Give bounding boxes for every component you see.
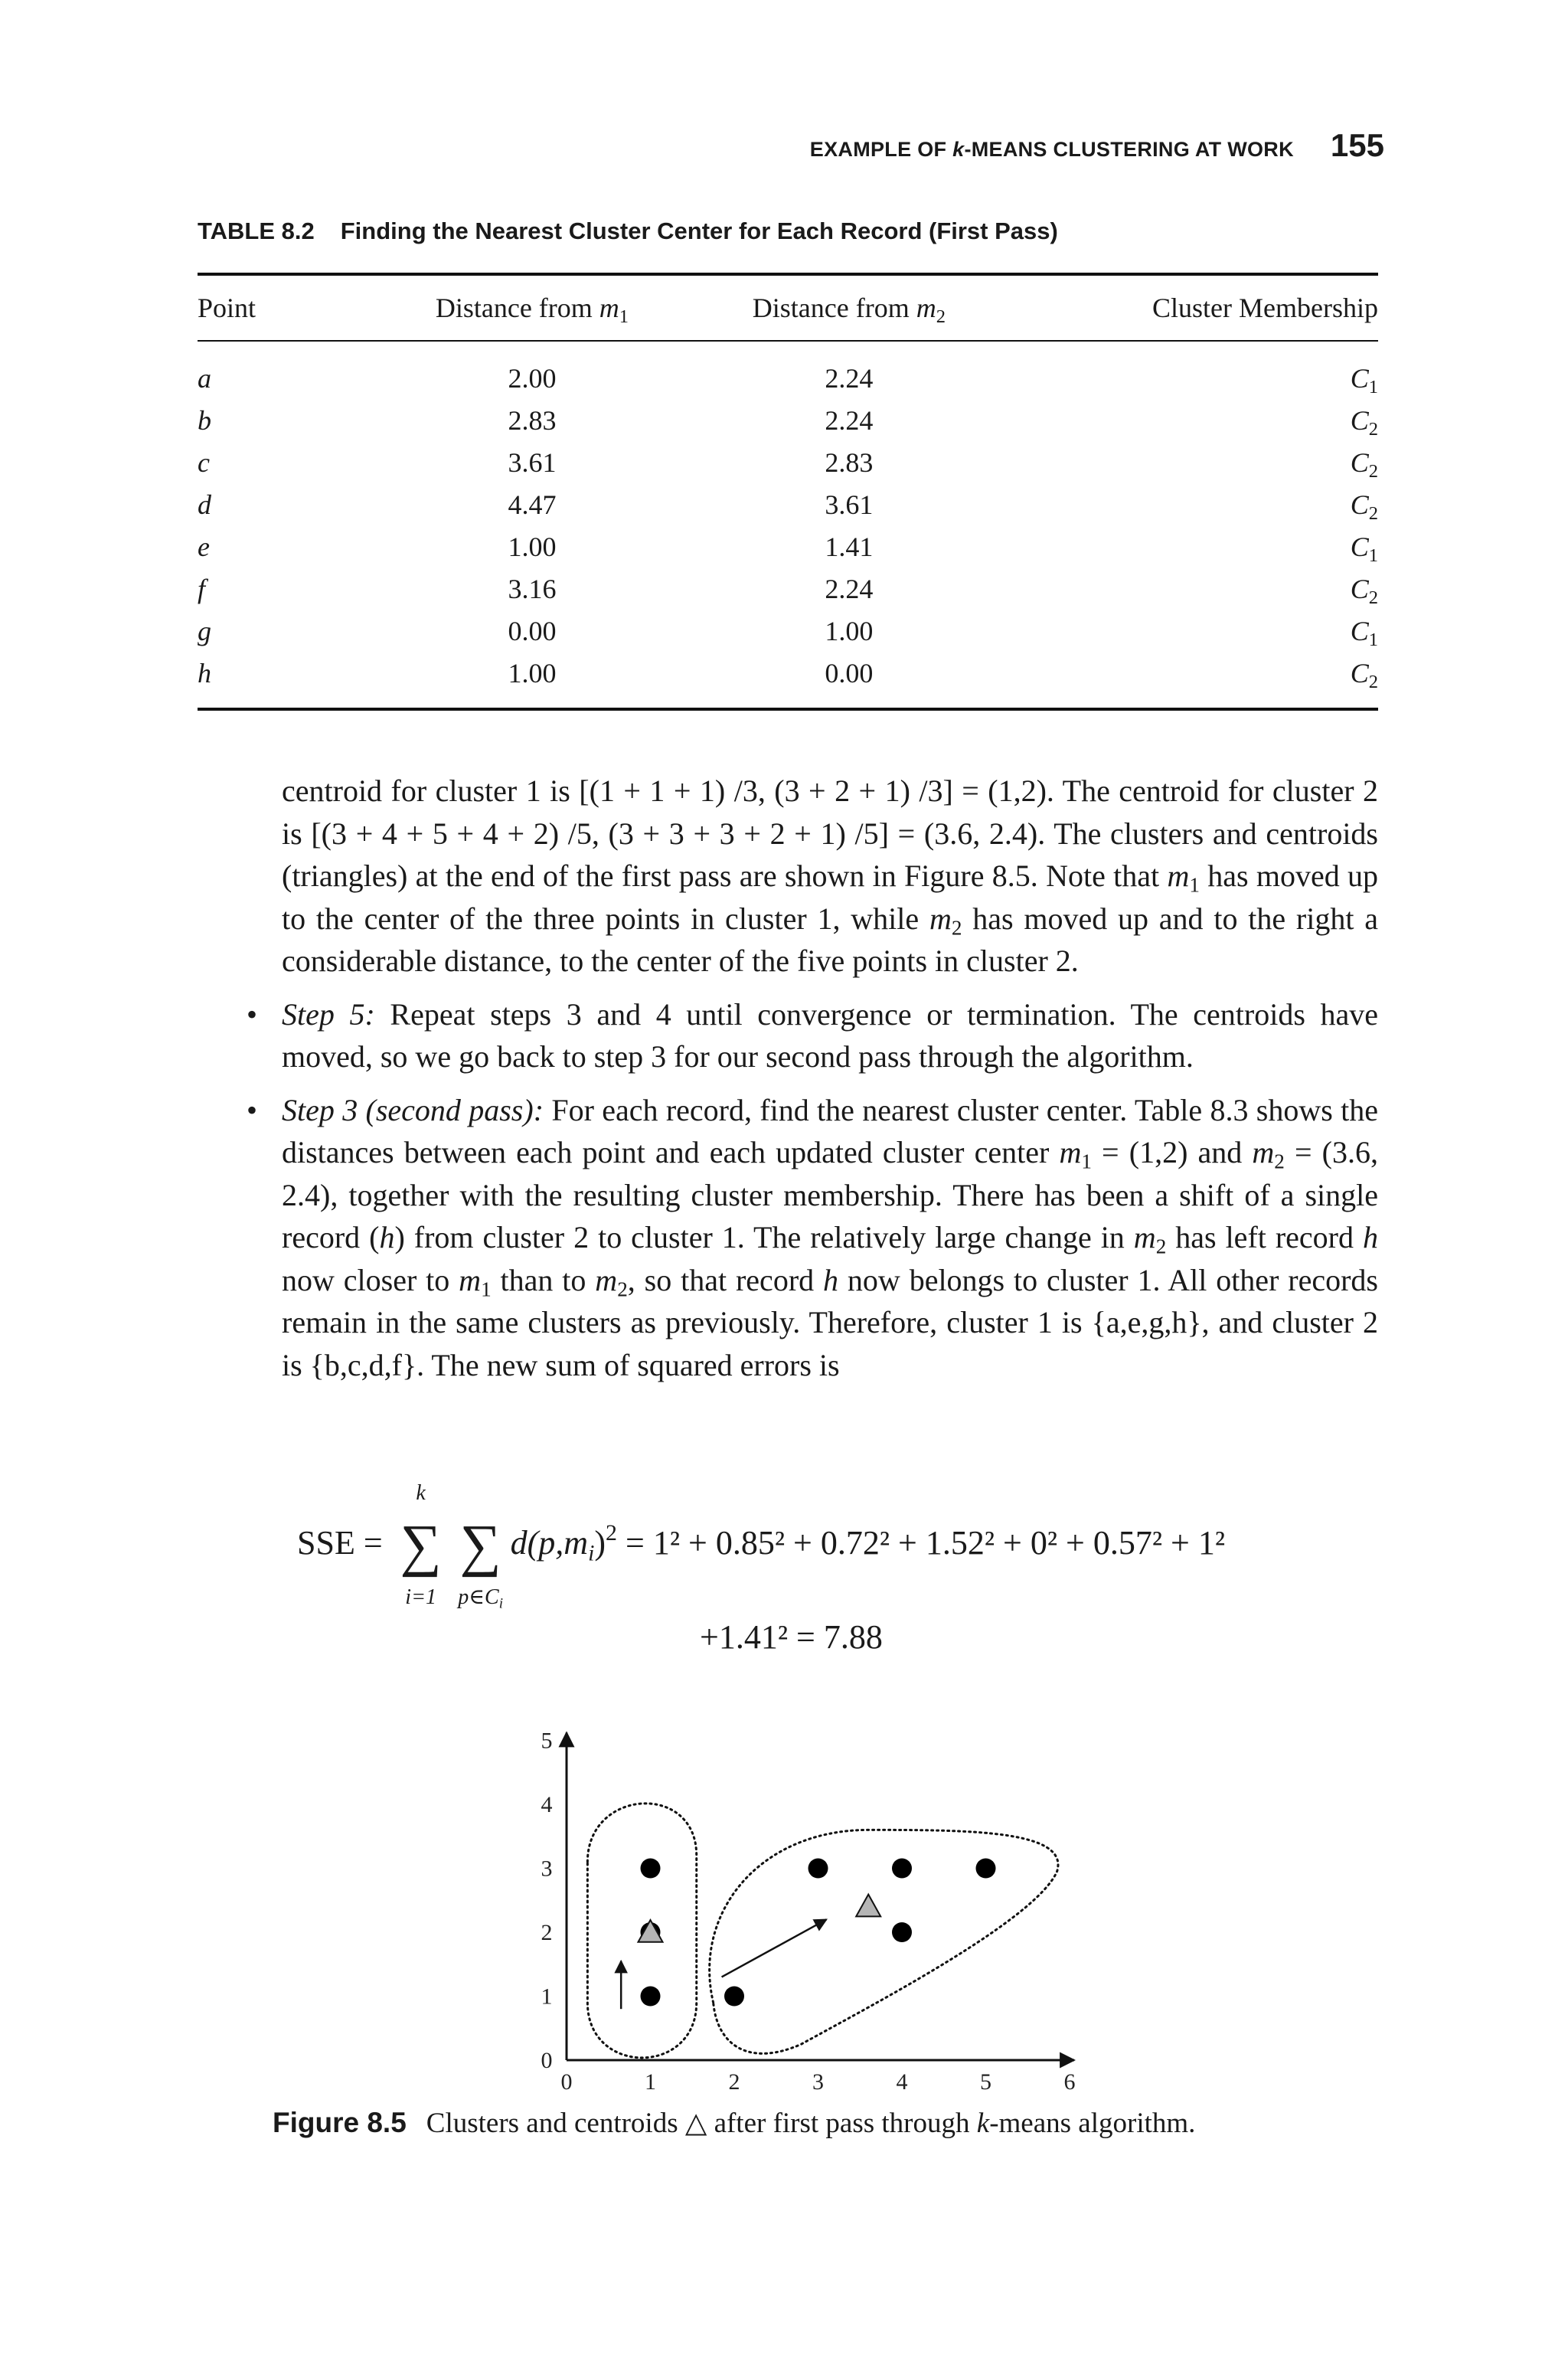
x-tick-label: 1 — [645, 2069, 656, 2095]
data-point — [641, 1987, 661, 2007]
x-tick-label: 5 — [980, 2069, 991, 2095]
sum-over-clusters: k ∑ i=1 — [400, 1481, 442, 1609]
sse-equation: SSE = k ∑ i=1 ∑ $p\in C_i$ $d(p,m_i)^2 = 1^2 + 0.85^2 + 0.72^2 + 1.52^2 + 0^2 + 0.57^2 + 1^2$ — [297, 1481, 1226, 1612]
page-number: 155 — [1330, 127, 1384, 163]
bullet-marker: • — [247, 996, 258, 1032]
y-tick-label: 0 — [541, 2048, 553, 2073]
cell-dist-m1: 2.00 — [508, 362, 557, 394]
table-row — [198, 441, 1378, 483]
data-point — [976, 1859, 996, 1879]
cell-point: b — [198, 404, 211, 436]
figure-caption — [273, 2106, 1195, 2140]
table-header-row — [198, 274, 1378, 341]
y-tick-label: 2 — [541, 1920, 553, 1945]
y-tick-label: 3 — [541, 1856, 553, 1882]
x-tick-label: 3 — [812, 2069, 824, 2095]
table-caption — [198, 218, 1058, 245]
step-3-item: • Step 3 (second pass): For each record, find the nearest cluster center. Table 8.3 shows the distances between each point and each updated cluster center $m_1 = (1,2)$ and $m_2 = (3.6$, 2.4), together with the resulting cluster membership. There has been a shift of a single record (h) from cluster 2 to cluster 1. The relatively large change in $m_2$ has left record h now closer to $m_1$ than to $m_2$, so that record h now belongs to cluster 1. All other records remain in the same clusters as previously. Therefore, cluster 1 is {a,e,g,h}, and cluster 2 is {b,c,d,f}. The new sum of squared errors is — [282, 1089, 1378, 1387]
cell-dist-m1: 4.47 — [508, 489, 557, 520]
running-head-title: EXAMPLE OF k-MEANS CLUSTERING AT WORK — [809, 138, 1294, 161]
cell-dist-m2: 2.83 — [825, 446, 874, 478]
table-row — [198, 341, 1378, 399]
cell-dist-m2: 0.00 — [825, 657, 874, 688]
cell-point: c — [198, 446, 210, 478]
axes — [541, 1729, 1076, 2095]
figure-caption-text: Clusters and centroids △ after first pass through k-means algorithm. — [426, 2108, 1196, 2139]
cell-membership: $C_1$ — [1350, 615, 1378, 650]
cell-dist-m2: 2.24 — [825, 404, 874, 436]
header-dist-m1: Distance from $m_1$ — [435, 293, 629, 327]
cell-dist-m2: 2.24 — [825, 573, 874, 604]
cell-dist-m2: 2.24 — [825, 362, 874, 394]
centroids — [639, 1895, 881, 1942]
cluster-2-outline — [710, 1830, 1058, 2053]
figure-label: Figure 8.5 — [273, 2107, 407, 2138]
data-points — [641, 1859, 996, 2007]
cell-dist-m1: 1.00 — [508, 657, 557, 688]
x-tick-label: 2 — [728, 2069, 740, 2095]
header-membership: Cluster Membership — [1152, 293, 1378, 323]
data-point — [892, 1922, 912, 1942]
running-head — [810, 127, 1384, 164]
cell-point: f — [198, 573, 206, 604]
cell-membership: $C_2$ — [1350, 657, 1378, 692]
distance-table — [198, 273, 1378, 711]
table-row — [198, 525, 1378, 567]
table-row — [198, 652, 1378, 709]
body-text — [247, 770, 1379, 1386]
x-tick-label: 4 — [896, 2069, 908, 2095]
table-title: Finding the Nearest Cluster Center for Each Record (First Pass) — [340, 218, 1058, 244]
step-3-label: Step 3 (second pass): — [282, 1092, 544, 1127]
cell-dist-m1: 0.00 — [508, 615, 557, 646]
data-point — [892, 1859, 912, 1879]
step-5-label: Step 5: — [282, 996, 375, 1032]
header-dist-m2: Distance from $m_2$ — [752, 293, 946, 327]
header-point: Point — [198, 293, 256, 323]
cell-membership: $C_1$ — [1350, 362, 1378, 397]
centroid-move-arrow — [722, 1919, 827, 1977]
data-point — [724, 1987, 744, 2007]
cell-membership: $C_2$ — [1350, 446, 1378, 482]
table-body — [198, 341, 1378, 709]
x-tick-label: 6 — [1063, 2069, 1076, 2095]
cell-membership: $C_2$ — [1350, 573, 1378, 608]
table-number: TABLE 8.2 — [198, 218, 315, 244]
cell-membership: $C_2$ — [1350, 489, 1378, 524]
cell-dist-m1: 1.00 — [508, 531, 557, 562]
table-row — [198, 399, 1378, 441]
cell-membership: $C_1$ — [1350, 531, 1378, 566]
cell-membership: $C_2$ — [1350, 404, 1378, 440]
data-point — [641, 1859, 661, 1879]
cell-dist-m1: 3.16 — [508, 573, 557, 604]
step-5-item: • Step 5: Repeat steps 3 and 4 until convergence or termination. The centroids have moved, so we go back to step 3 for our second pass through the algorithm. — [282, 993, 1378, 1078]
y-tick-label: 5 — [541, 1728, 553, 1754]
cell-dist-m1: 2.83 — [508, 404, 557, 436]
bullet-marker: • — [247, 1092, 258, 1127]
centroid-triangle — [856, 1895, 880, 1917]
cell-dist-m1: 3.61 — [508, 446, 557, 478]
cluster-scatter-figure — [475, 1700, 1102, 2098]
y-tick-label: 1 — [541, 1984, 553, 2010]
cell-dist-m2: 3.61 — [825, 489, 874, 520]
cell-point: d — [198, 489, 211, 520]
cell-dist-m2: 1.00 — [825, 615, 874, 646]
cell-point: g — [198, 615, 211, 646]
data-point — [808, 1859, 828, 1879]
table-row — [198, 483, 1378, 525]
cell-dist-m2: 1.41 — [825, 531, 874, 562]
y-tick-label: 4 — [541, 1792, 553, 1817]
table-row — [198, 610, 1378, 652]
x-tick-label: 0 — [560, 2069, 573, 2095]
cell-point: e — [198, 531, 210, 562]
table-row — [198, 567, 1378, 610]
sum-over-points: ∑ $p\in C_i$ — [458, 1513, 503, 1612]
sse-equation-continued: +1.41² = 7.88 — [700, 1618, 883, 1656]
cell-point: a — [198, 362, 211, 394]
cell-point: h — [198, 657, 211, 688]
paragraph-centroids: centroid for cluster 1 is [(1 + 1 + 1) /3, (3 + 2 + 1) /3] = (1,2). The centroid for cluster 2 is [(3 + 4 + 5 + 4 + 2) /5, (3 + 3 + 3 + 2 + 1) /5] = (3.6, 2.4). The clusters and centroids (triangles) at the end of the first pass are shown in Figure 8.5. Note that $m_1$ has moved up to the center of the three points in cluster 1, while $m_2$ has moved up and to the right a considerable distance, to the center of the five points in cluster 2. — [282, 774, 1379, 978]
